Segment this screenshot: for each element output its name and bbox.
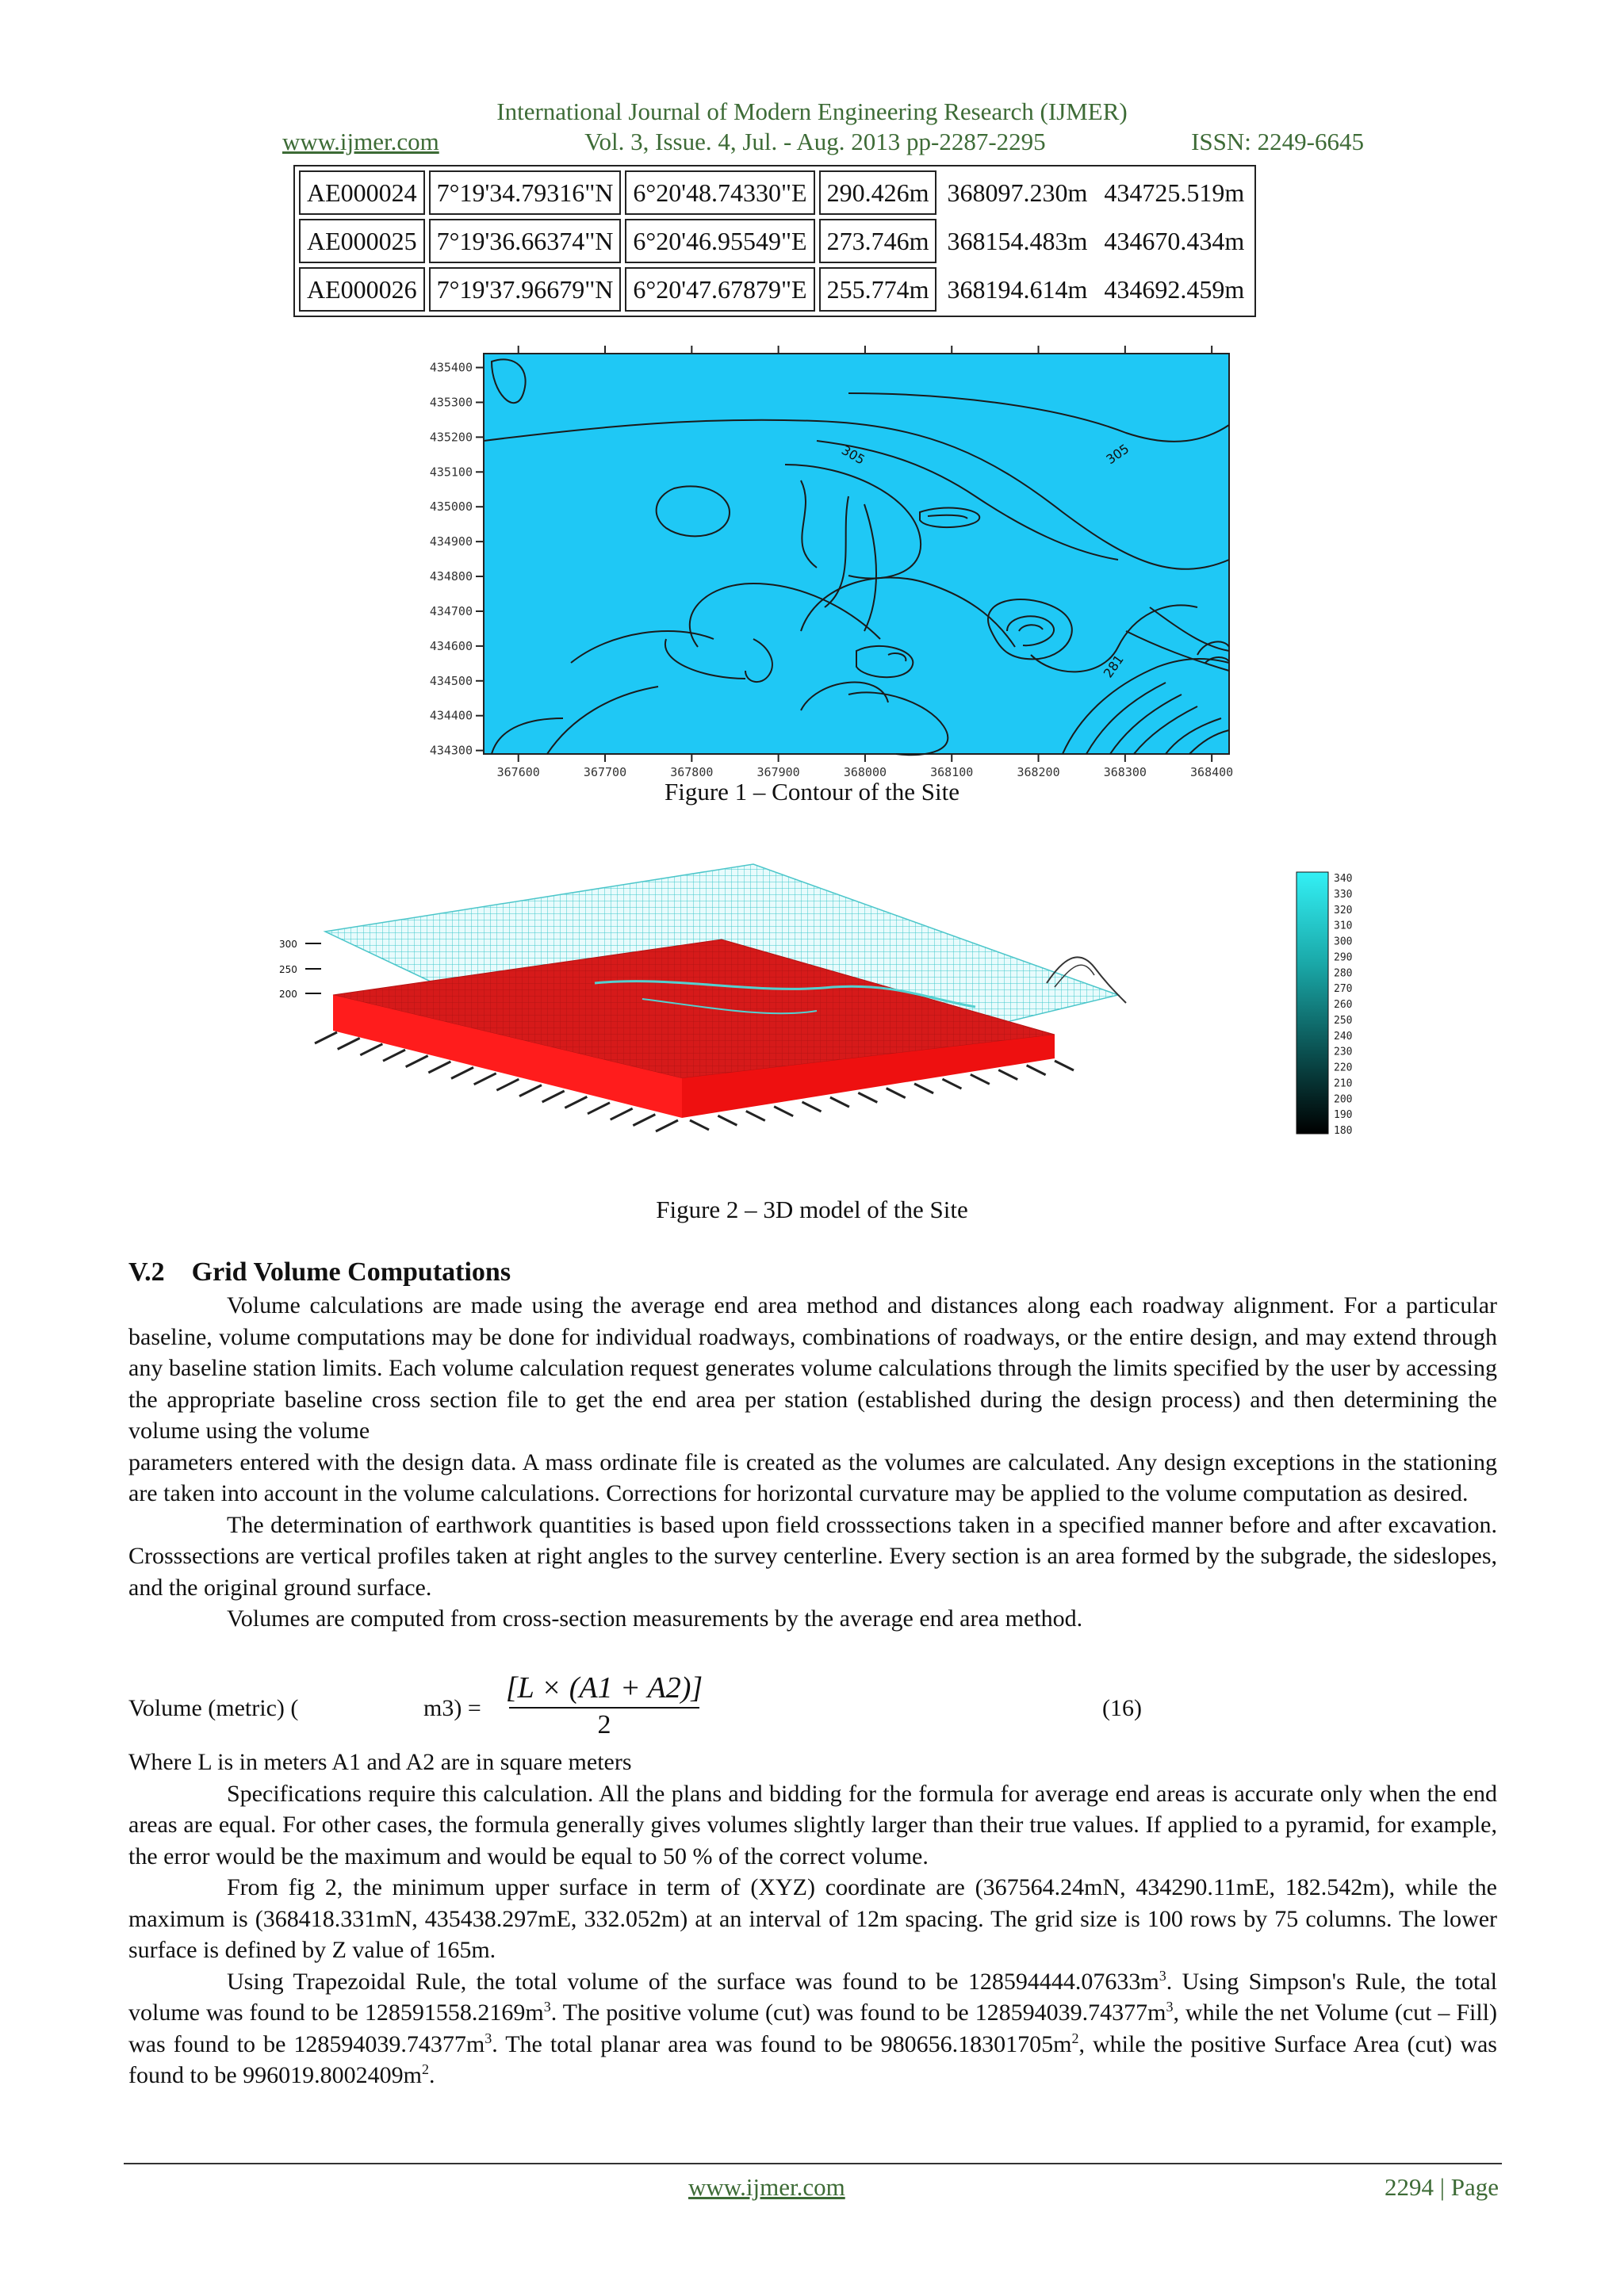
contour-y-axis bbox=[430, 361, 484, 758]
colorbar-label: 210 bbox=[1334, 1077, 1353, 1090]
colorbar-label: 230 bbox=[1334, 1046, 1353, 1058]
y-tick-label: 434400 bbox=[429, 708, 473, 723]
x-axis-tick bbox=[474, 1073, 496, 1085]
equation-lhs: Volume (metric) ( bbox=[128, 1695, 299, 1721]
surface-plot bbox=[262, 856, 1388, 1173]
table-cell: 368154.483m bbox=[947, 226, 1088, 255]
colorbar-label: 340 bbox=[1334, 873, 1353, 885]
table-cell: AE000024 bbox=[299, 170, 425, 215]
x-axis-tick bbox=[315, 1032, 337, 1043]
header-issn: ISSN: 2249-6645 bbox=[1191, 128, 1364, 155]
paragraph: Volume calculations are made using the average end area method and distances along each roadway alignment. For a particular baseline, volume computations may be done for individual roadways, combinations of roadways, or the entire design, and may extend through any baseline station limits. Each volume calculation request generates volume calculations through the limits specified by the user by accessing the appropriate baseline cross section file to get the end area per station (established during the design process) and then determining the volume using the volume bbox=[128, 1292, 1497, 1444]
header-meta bbox=[282, 128, 1364, 156]
figure1-caption: Figure 1 – Contour of the Site bbox=[665, 778, 959, 806]
y-axis-tick bbox=[858, 1093, 877, 1102]
table-row bbox=[299, 267, 1251, 312]
x-tick-label: 368400 bbox=[1190, 765, 1234, 778]
colorbar-label: 250 bbox=[1334, 1014, 1353, 1027]
section-heading: V.2 Grid Volume Computations bbox=[128, 1257, 511, 1287]
y-axis-tick bbox=[942, 1079, 961, 1089]
table-cell: AE000025 bbox=[299, 219, 425, 263]
x-tick-label: 367600 bbox=[496, 765, 540, 778]
x-axis-tick bbox=[588, 1103, 610, 1114]
x-tick-label: 368300 bbox=[1103, 765, 1147, 778]
x-axis-tick bbox=[406, 1056, 428, 1067]
contour-label: 305 bbox=[839, 442, 868, 468]
x-tick-label: 368200 bbox=[1017, 765, 1060, 778]
contour-label: 305 bbox=[1103, 441, 1132, 468]
y-axis-tick bbox=[746, 1111, 765, 1120]
surface-figure bbox=[262, 856, 1388, 1173]
paragraph: parameters entered with the design data. A mass ordinate file is created as the volumes are calculated. Any design exceptions in the stationing are taken into account in the volume calculations. Corrections for horizontal curvature may be applied to the volume computation as desired. bbox=[128, 1448, 1497, 1506]
y-axis-tick bbox=[690, 1120, 709, 1130]
colorbar bbox=[1297, 872, 1328, 1134]
colorbar-label: 200 bbox=[1334, 1093, 1353, 1106]
footer-divider bbox=[124, 2163, 1502, 2164]
table-cell: 368097.230m bbox=[947, 178, 1088, 207]
y-axis-tick bbox=[887, 1089, 906, 1098]
table-cell: 6°20'46.95549"E bbox=[625, 219, 814, 263]
equation-numerator: [L × (A1 + A2)] bbox=[505, 1671, 703, 1705]
colorbar-label: 330 bbox=[1334, 888, 1353, 901]
x-tick-label: 367800 bbox=[670, 765, 714, 778]
z-axis bbox=[279, 939, 321, 1000]
x-axis-tick bbox=[542, 1091, 565, 1102]
colorbar-label: 320 bbox=[1334, 904, 1353, 916]
colorbar-label: 310 bbox=[1334, 920, 1353, 932]
footer-website-link[interactable]: www.ijmer.com bbox=[688, 2173, 845, 2201]
table-cell: 255.774m bbox=[819, 267, 937, 312]
paragraph: Volumes are computed from cross-section measurements by the average end area method. bbox=[227, 1605, 1083, 1632]
y-tick-label: 435100 bbox=[429, 465, 473, 480]
contour-figure bbox=[373, 346, 1253, 778]
y-axis-tick bbox=[1027, 1066, 1046, 1075]
paragraph-volumes: Using Trapezoidal Rule, the total volume of the surface was found to be $128594444.07633m^3$. Using Simpson's Rule, the total volume was found to be $128591558.2169m^3$. The positive volume (cut) was found to be $128594039.74377m^3$, while the net Volume (cut – Fill) was found to be $128594039.74377m^3$. The total planar area was found to be $980656.18301705m^2$, while the positive Surface Area (cut) was found to be $996019.8002409m^2$. bbox=[128, 1967, 1498, 2088]
section-body bbox=[128, 1290, 1497, 1635]
colorbar-label: 180 bbox=[1334, 1125, 1353, 1137]
y-axis-tick bbox=[774, 1107, 793, 1116]
header-website-link[interactable]: www.ijmer.com bbox=[282, 128, 439, 155]
y-axis-tick bbox=[802, 1102, 822, 1112]
y-axis-tick bbox=[718, 1115, 737, 1125]
page-number: 2294 | Page bbox=[1385, 2173, 1499, 2201]
x-axis-tick bbox=[360, 1044, 382, 1055]
y-tick-label: 435400 bbox=[429, 360, 473, 375]
journal-title: International Journal of Modern Engineering Research (IJMER) bbox=[496, 98, 1128, 125]
y-tick-label: 434900 bbox=[429, 534, 473, 549]
x-tick-label: 368100 bbox=[930, 765, 974, 778]
y-axis-tick bbox=[971, 1074, 990, 1084]
table-cell: 434692.459m bbox=[1104, 274, 1245, 304]
contour-plot-area bbox=[484, 354, 1229, 754]
x-axis-tick bbox=[428, 1062, 450, 1073]
colorbar-label: 240 bbox=[1334, 1030, 1353, 1043]
table-cell: 6°20'47.67879"E bbox=[625, 267, 814, 312]
paragraph: The determination of earthwork quantities is based upon field crosssections taken in a specified manner before and after excavation. Crosssections are vertical profiles taken at right angles to the survey centerline. Every section is an area formed by the subgrade, the sideslopes, and the original ground surface. bbox=[128, 1511, 1497, 1601]
table-cell: 7°19'36.66374"N bbox=[429, 219, 622, 263]
z-axis-label: 200 bbox=[279, 989, 297, 1000]
y-tick-label: 434300 bbox=[429, 743, 473, 758]
colorbar-labels bbox=[1334, 873, 1352, 1137]
x-tick-label: 368000 bbox=[843, 765, 887, 778]
paragraph: From fig 2, the minimum upper surface in term of (XYZ) coordinate are (367564.24mN, 434290.11mE, 182.542m), while the maximum is (368418.331mN, 435438.297mE, 332.052m) at an interval of 12m spacing. The grid size is 100 rows by 75 columns. The lower surface is defined by Z value of 165m. bbox=[128, 1874, 1497, 1963]
y-tick-label: 435300 bbox=[429, 395, 473, 410]
equation-16 bbox=[128, 1669, 1278, 1744]
contour-label: 281 bbox=[1100, 652, 1127, 681]
x-axis-tick bbox=[451, 1067, 473, 1078]
paragraph: Where L is in meters A1 and A2 are in square meters bbox=[128, 1749, 632, 1775]
table-row bbox=[299, 170, 1251, 215]
y-axis-tick bbox=[830, 1097, 849, 1107]
x-axis-tick bbox=[383, 1050, 405, 1061]
coordinate-table bbox=[293, 165, 1256, 317]
colorbar-label: 260 bbox=[1334, 999, 1353, 1011]
x-tick-label: 367700 bbox=[583, 765, 627, 778]
table-cell: 434725.519m bbox=[1104, 178, 1245, 207]
x-axis-tick bbox=[633, 1115, 655, 1126]
table-cell: 273.746m bbox=[819, 219, 937, 263]
table-cell: 7°19'37.96679"N bbox=[429, 267, 622, 312]
header-volume: Vol. 3, Issue. 4, Jul. - Aug. 2013 pp-2287-2295 bbox=[584, 128, 1046, 155]
y-axis-tick bbox=[1055, 1061, 1074, 1070]
equation-lhs-unit: m3) = bbox=[423, 1695, 481, 1721]
y-tick-label: 434800 bbox=[429, 569, 473, 584]
table-cell: 6°20'48.74330"E bbox=[625, 170, 814, 215]
z-axis-label: 300 bbox=[279, 939, 297, 950]
x-tick-label: 367900 bbox=[756, 765, 800, 778]
paragraph: Specifications require this calculation. All the plans and bidding for the formula for average end areas is accurate only when the end areas are equal. For other cases, the formula generally gives volumes slightly larger than their true values. If applied to a pyramid, for example, the error would be the maximum and would be equal to 50 % of the correct volume. bbox=[128, 1780, 1497, 1869]
y-tick-label: 434700 bbox=[429, 603, 473, 618]
table-row bbox=[299, 219, 1251, 263]
x-axis-tick bbox=[611, 1108, 633, 1119]
colorbar-label: 190 bbox=[1334, 1109, 1353, 1122]
x-axis-tick bbox=[656, 1120, 678, 1131]
equation-fraction bbox=[501, 1669, 707, 1742]
colorbar-label: 270 bbox=[1334, 983, 1353, 996]
table-cell: AE000026 bbox=[299, 267, 425, 312]
table-cell: 434670.434m bbox=[1104, 226, 1245, 255]
colorbar-label: 280 bbox=[1334, 967, 1353, 980]
colorbar-label: 300 bbox=[1334, 936, 1353, 948]
y-axis-tick bbox=[914, 1084, 933, 1093]
contour-plot bbox=[373, 346, 1253, 778]
y-tick-label: 434500 bbox=[429, 673, 473, 688]
z-axis-label: 250 bbox=[279, 964, 297, 975]
table-cell: 7°19'34.79316"N bbox=[429, 170, 622, 215]
y-axis-tick bbox=[998, 1070, 1017, 1080]
colorbar-label: 220 bbox=[1334, 1062, 1353, 1074]
equation-number: (16) bbox=[1102, 1695, 1142, 1721]
table-cell: 290.426m bbox=[819, 170, 937, 215]
x-axis-tick bbox=[565, 1096, 587, 1108]
table-cell: 368194.614m bbox=[947, 274, 1088, 304]
figure2-caption: Figure 2 – 3D model of the Site bbox=[656, 1196, 968, 1223]
x-axis-tick bbox=[338, 1038, 360, 1049]
section-body-2 bbox=[128, 1747, 1497, 2091]
y-tick-label: 434600 bbox=[429, 638, 473, 653]
x-axis-tick bbox=[496, 1079, 519, 1090]
x-axis-tick bbox=[519, 1085, 542, 1096]
colorbar-label: 290 bbox=[1334, 951, 1353, 964]
equation-denominator: 2 bbox=[597, 1710, 611, 1739]
y-tick-label: 435000 bbox=[429, 499, 473, 515]
y-tick-label: 435200 bbox=[429, 430, 473, 445]
